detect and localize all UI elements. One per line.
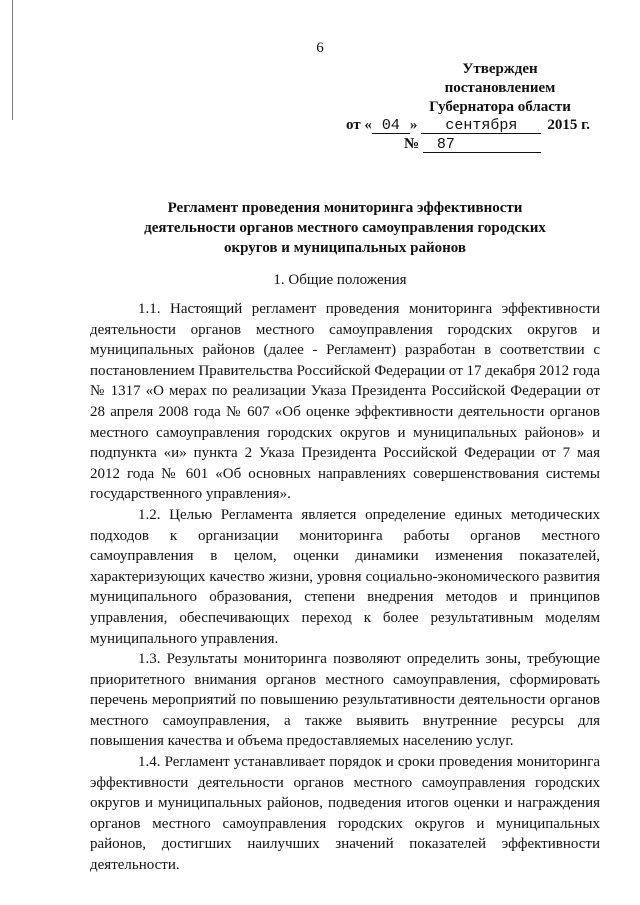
date-month-field: сентября [421, 118, 541, 134]
approval-of-governor: Губернатора области [429, 99, 571, 115]
document-body [90, 299, 600, 876]
date-prefix: от « [346, 117, 372, 133]
scan-edge-mark [12, 0, 13, 120]
paragraph-1-3: 1.3. Результаты мониторинга позволяют определить зоны, требующие приоритетного внимания органов местного самоуправления, сформировать перечень мероприятий по повышению результативности деятельности органов местного самоуправления, а также выявить внутренние ресурсы для повышения качества и объема предоставляемых населению услуг. [90, 651, 600, 750]
number-field: 87 [423, 137, 541, 153]
date-mid: » [409, 117, 418, 133]
document-title: Регламент проведения мониторинга эффективности деятельности органов местного самоуправления городских округов и муниципальных районов [144, 200, 546, 256]
date-year: 2015 г. [547, 117, 591, 133]
page-number: 6 [316, 40, 324, 56]
approval-block [395, 60, 605, 117]
approval-approved: Утвержден [462, 61, 538, 77]
date-day-field: 04 [372, 118, 410, 134]
paragraph-1-1: 1.1. Настоящий регламент проведения мониторинга эффективности деятельности органов местного самоуправления городских округов и муниципальных районов (далее - Регламент) разработан в соответствии с постановлением Правительства Российской Федерации от 17 декабря 2012 года № 1317 «О мерах по реализации Указа Президента Российской Федерации от 28 апреля 2008 года № 607 «Об оценке эффективности деятельности органов местного самоуправления городских округов и муниципальных районов» и подпункта «и» пункта 2 Указа Президента Российской Федерации от 7 мая 2012 года № 601 «Об основных направлениях совершенствования системы государственного управления». [90, 301, 600, 503]
paragraph-1-4: 1.4. Регламент устанавливает порядок и сроки проведения мониторинга эффективности деятельности органов местного самоуправления городских округов и муниципальных районов, подведения итогов оценки и награждения органов местного самоуправления городских округов и муниципальных районов, достигших наилучших значений показателей эффективности деятельности. [90, 754, 600, 874]
approval-number-line [404, 136, 541, 153]
approval-date-line [346, 117, 590, 134]
approval-by-resolution: постановлением [444, 80, 556, 96]
paragraph-1-2: 1.2. Целью Регламента является определение единых методических подходов к организации мониторинга работы органов местного самоуправления в целом, оценки динамики изменения показателей, характеризующих качество жизни, уровня социально-экономического развития муниципального образования, степени внедрения методов и принципов управления, обеспечивающих переход к более результативным моделям муниципального управления. [90, 506, 600, 647]
section-heading: 1. Общие положения [273, 272, 407, 288]
number-label: № [404, 136, 420, 152]
